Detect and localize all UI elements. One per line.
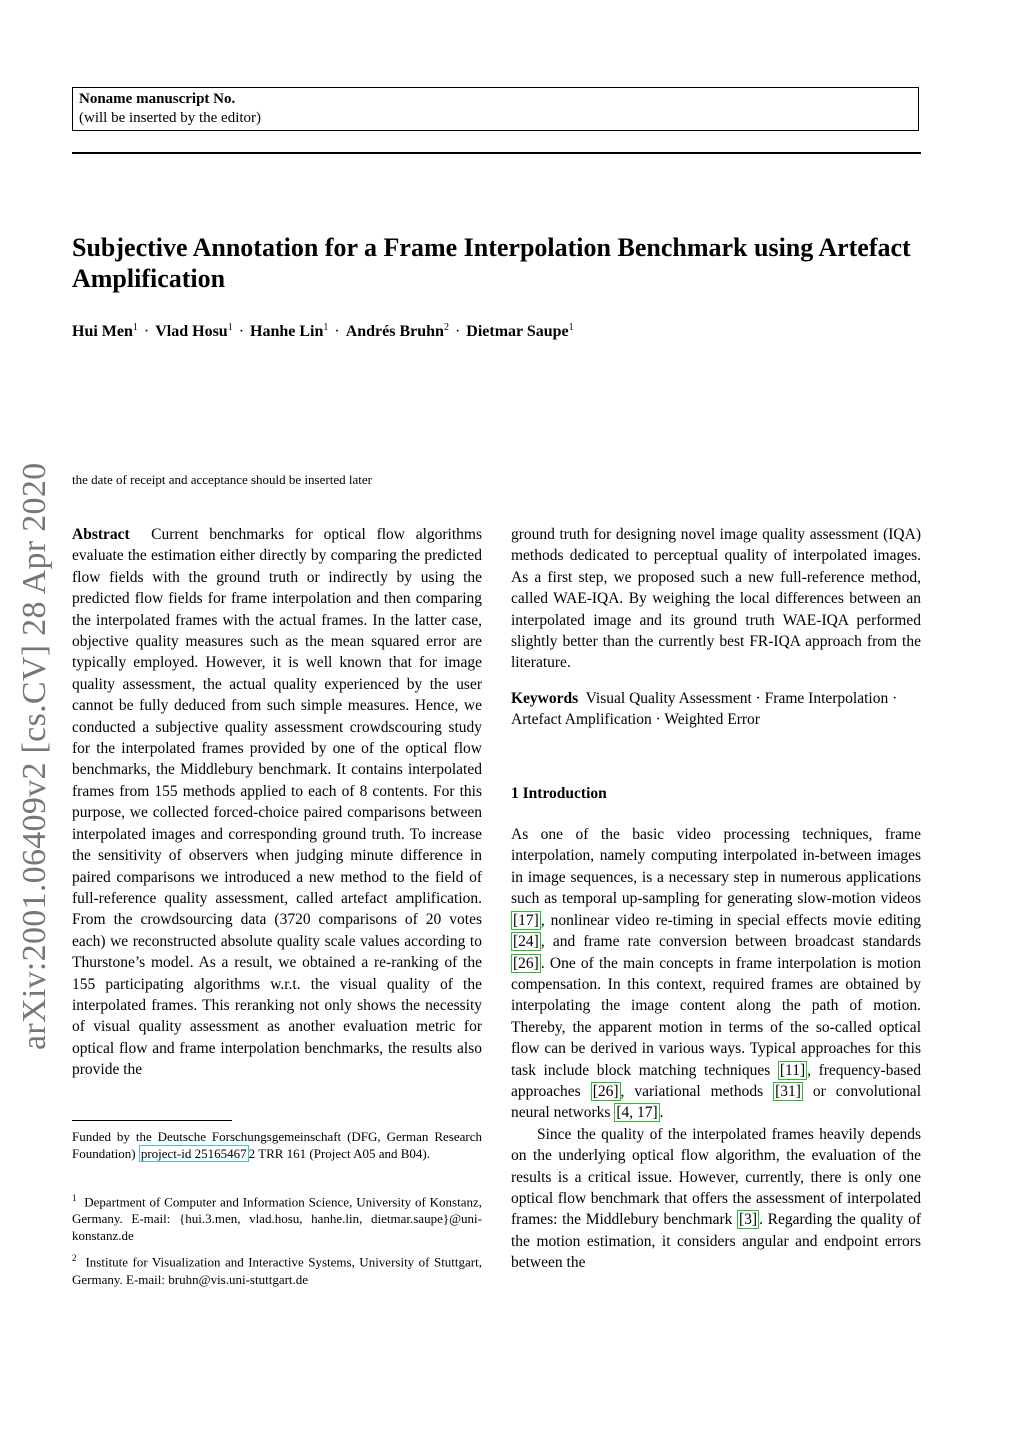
abstract-text-left: Current benchmarks for optical flow algorithms evaluate the estimation either directly by comparing the predicted flow fields with the ground truth or indirectly by using the predicted flow fields for frame interpolation and then comparing the interpolated frames with the actual frames. In the latter case, objective quality measures such as the mean squared error are typically employed. However, it is well known that for image quality assessment, the actual quality experienced by the user cannot be fully deduced from such simple measures. Hence, we conducted a subjective quality assessment crowdscouring study for the interpolated frames provided by one of the optical flow benchmarks, the Middlebury benchmark. It contains interpolated frames from 155 methods applied to each of 8 contents. For this purpose, we collected forced-choice paired comparisons between interpolated images and corresponding ground truth. To increase the sensitivity of observers when judging minute difference in paired comparisons we introduced a new method to the field of full-reference quality assessment, called artefact amplification. From the crowdsourcing data (3720 comparisons of 20 votes each) we reconstructed absolute quality scale values according to Thurstone’s model. As a result, we obtained a re-ranking of the 155 participating algorithms w.r.t. the visual quality of the interpolated frames. This reranking not only shows the necessity of visual quality assessment as another evaluation metric for optical flow and frame interpolation benchmarks, the results also provide the — [72, 526, 483, 1079]
author-affiliation-number: 1 — [323, 322, 329, 333]
author-separator: · — [143, 323, 150, 340]
citation-link[interactable]: [3] — [739, 1211, 758, 1229]
abstract-continued: ground truth for designing novel image quality assessment (IQA) methods dedicated to perceptual quality of interpolated images. As a first step, we proposed such a new full-reference method, called WAE-IQA. By weighing the local differences between an interpolated image and its ground truth WAE-IQA performed slightly better than the currently best FR-IQA approach from the literature. — [511, 526, 921, 672]
citation-link[interactable]: [26] — [513, 954, 539, 972]
citation-link[interactable]: [4, 17] — [616, 1104, 658, 1122]
paper-title: Subjective Annotation for a Frame Interpolation Benchmark using Artefact Amplification — [72, 233, 911, 293]
paragraph-text: or convolutional neural networks — [511, 1082, 921, 1122]
citation-link[interactable]: [24] — [513, 933, 539, 951]
funding-text-end: 2 TRR 161 (Project A05 and B04). — [248, 1146, 430, 1161]
author-affiliation-number: 1 — [132, 322, 138, 333]
intro-paragraph-2 — [511, 1124, 921, 1274]
funding-text: Funded by the Deutsche Forschungsgemeinschaft (DFG, German Research Foundation) — [72, 1129, 482, 1161]
date-note: the date of receipt and acceptance should be inserted later — [72, 472, 372, 487]
author-affiliation-number: 1 — [568, 322, 574, 333]
left-column — [72, 524, 482, 1081]
citation-link[interactable]: [31] — [775, 1082, 801, 1100]
paragraph-text: , and frame rate conversion between broadcast standards — [540, 933, 921, 951]
author-affiliation-number: 2 — [443, 322, 449, 333]
author-name: Hanhe Lin — [250, 323, 324, 340]
intro-paragraph-1 — [511, 824, 921, 1124]
abstract — [72, 524, 482, 1081]
abstract-label: Abstract — [72, 526, 130, 543]
author-separator: · — [334, 323, 340, 340]
paragraph-text: As one of the basic video processing techniques, frame interpolation, namely computing interpolated in-between images in image sequences, is a necessary step in numerous applications such as temporal up-sampling for generating slow-motion videos — [511, 826, 921, 908]
author-list — [72, 322, 574, 341]
citation-link[interactable]: [17] — [513, 911, 539, 929]
right-column — [511, 524, 921, 1274]
keywords — [511, 688, 921, 731]
arxiv-stamp: arXiv:2001.06409v2 [cs.CV] 28 Apr 2020 — [16, 462, 53, 1050]
footnote-rule — [72, 1120, 232, 1121]
header-rule — [72, 152, 921, 154]
author-separator: · — [238, 323, 245, 340]
project-id-link[interactable]: project-id 25165467 — [140, 1146, 247, 1161]
author-name: Dietmar Saupe — [466, 323, 569, 340]
manuscript-number: Noname manuscript No. — [79, 91, 236, 107]
manuscript-box — [72, 87, 919, 131]
funding-footnote — [72, 1128, 482, 1162]
paragraph-text: , variational methods — [620, 1082, 774, 1100]
keywords-text: Visual Quality Assessment · Frame Interpolation · Artefact Amplification · Weighted Error — [511, 689, 898, 729]
author-name: Andrés Bruhn — [345, 323, 444, 340]
paragraph-text: , nonlinear video re-timing in special effects movie editing — [540, 911, 921, 929]
paragraph-text: . — [659, 1104, 664, 1122]
author-name: Vlad Hosu — [155, 323, 228, 340]
author-affiliation-number: 1 — [227, 322, 233, 333]
citation-link[interactable]: [11] — [779, 1061, 806, 1079]
affiliation-2: Institute for Visualization and Interactive Systems, University of Stuttgart, Germany. E-mail: bruhn@vis.uni-stuttgart.de — [72, 1254, 482, 1287]
paragraph-text: Since the quality of the interpolated frames heavily depends on the underlying optical flow algorithm, the evaluation of the results is a critical issue. However, currently, there is only one optical flow benchmark that offers the assessment of interpolated frames: the Middlebury benchmark — [511, 1125, 921, 1229]
author-separator: · — [454, 323, 461, 340]
paragraph-text: . Regarding the quality of the motion estimation, it considers angular and endpoint errors between the — [511, 1211, 921, 1272]
paragraph-text: . One of the main concepts in frame interpolation is motion compensation. In this context, required frames are obtained by interpolating the image content along the path of motion. Thereby, the apparent motion in terms of the so-called optical flow can be derived in various ways. Typical approaches for this task include block matching techniques — [511, 954, 921, 1079]
keywords-label: Keywords — [511, 689, 579, 707]
manuscript-editor-note: (will be inserted by the editor) — [79, 110, 262, 126]
citation-link[interactable]: [26] — [592, 1082, 619, 1100]
affiliation-1: Department of Computer and Information Science, University of Konstanz, Germany. E-mail: {hui.3.men, vlad.hosu, hanhe.lin, dietmar.saupe}@uni-konstanz.de — [72, 1194, 483, 1244]
paragraph-text: , frequency-based approaches — [511, 1061, 921, 1100]
affiliation-2-number: 2 — [72, 1253, 77, 1264]
section-heading-introduction: 1 Introduction — [511, 784, 607, 802]
author-name: Hui Men — [72, 323, 133, 340]
affiliation-footnotes — [72, 1190, 482, 1288]
affiliation-1-number: 1 — [72, 1193, 77, 1203]
